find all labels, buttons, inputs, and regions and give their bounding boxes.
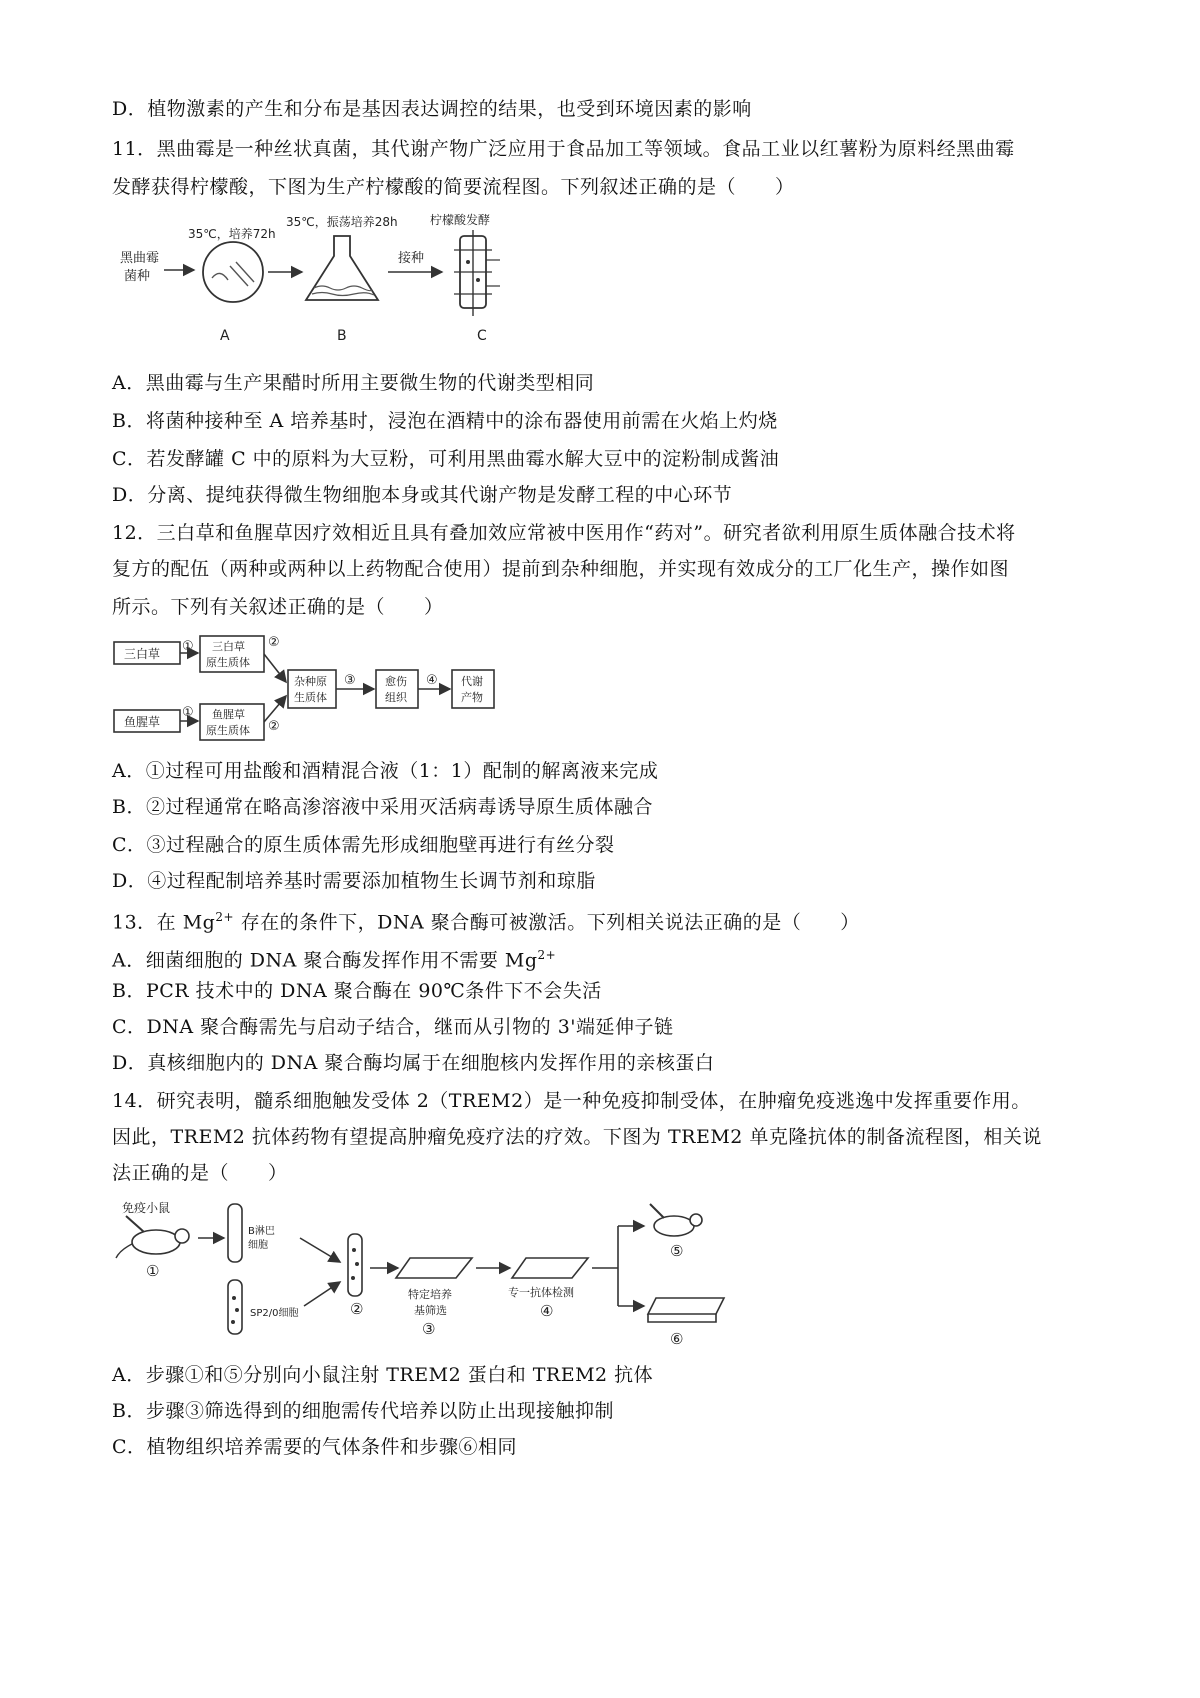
q13-option-a (112, 942, 556, 973)
q12-stem-line1: 12．三白草和鱼腥草因疗效相近且具有叠加效应常被中医用作“药对”。研究者欲利用原生质体融合技术将 (112, 522, 1016, 544)
q14-screen-label-1: 特定培养 (408, 1288, 452, 1301)
q14-stem-line3: 法正确的是（ ） (112, 1162, 288, 1184)
q12-step1-bottom: ① (182, 705, 194, 720)
q11-strain-label-2: 菌种 (124, 269, 151, 284)
q11-label-b: B (337, 328, 347, 344)
q14-stem-line1: 14．研究表明，髓系细胞触发受体 2（TREM2）是一种免疫抑制受体，在肿瘤免疫逃逸中发挥重要作用。 (112, 1090, 1031, 1112)
q13-option-b: B．PCR 技术中的 DNA 聚合酶在 90℃条件下不会失活 (112, 980, 602, 1002)
q10-option-d: D．植物激素的产生和分布是基因表达调控的结果，也受到环境因素的影响 (112, 98, 752, 120)
q14-antibody-figure (112, 1198, 792, 1358)
q14-screen-label-2: 基筛选 (414, 1304, 447, 1317)
q12-proto1-label-1: 三白草 (212, 640, 245, 653)
q12-step4: ④ (426, 673, 438, 688)
q12-hybrid-label-2: 生质体 (294, 691, 327, 704)
q13-stem-pre: 13．在 Mg (112, 911, 216, 934)
q14-step3: ③ (422, 1320, 436, 1338)
q11-label-a: A (220, 328, 230, 344)
q14-step5: ⑤ (670, 1242, 684, 1260)
q14-stem-line2: 因此，TREM2 抗体药物有望提高肿瘤免疫疗法的疗效。下图为 TREM2 单克隆抗体的制备流程图，相关说 (112, 1126, 1042, 1148)
q11-b-condition: 35℃，振荡培养28h (286, 215, 398, 229)
q12-option-a: A．①过程可用盐酸和酒精混合液（1：1）配制的解离液来完成 (112, 760, 659, 782)
q12-callus-label-2: 组织 (385, 691, 407, 704)
q13-stem (112, 904, 860, 935)
q14-mouse-icon-2 (650, 1204, 702, 1236)
q11-option-a: A．黑曲霉与生产果醋时所用主要微生物的代谢类型相同 (112, 372, 595, 394)
q14-bcell-label-1: B淋巴 (248, 1226, 275, 1237)
q14-option-a: A．步骤①和⑤分别向小鼠注射 TREM2 蛋白和 TREM2 抗体 (112, 1364, 654, 1386)
q11-c-condition: 柠檬酸发酵 (430, 213, 491, 227)
q12-step2-bottom: ② (268, 719, 280, 734)
q11-fermenter-c (454, 230, 500, 316)
q14-bcell-label-2: 细胞 (248, 1240, 268, 1251)
q11-inoculate-label: 接种 (398, 251, 425, 266)
q13-stem-sup: 2+ (215, 910, 235, 924)
q14-mouse-icon (116, 1216, 189, 1258)
q11-label-c: C (477, 328, 487, 344)
q14-culture-flask (648, 1298, 724, 1314)
q14-step1: ① (146, 1262, 160, 1280)
q12-step2-top: ② (268, 635, 280, 650)
q14-detect-label: 专一抗体检测 (508, 1286, 574, 1299)
q12-option-c: C．③过程融合的原生质体需先形成细胞壁再进行有丝分裂 (112, 834, 615, 856)
q14-mouse-label: 免疫小鼠 (122, 1201, 171, 1215)
q13-option-a-text: A．细菌细胞的 DNA 聚合酶发挥作用不需要 Mg (112, 949, 538, 972)
q12-proto2-label-1: 鱼腥草 (212, 708, 245, 721)
q14-bcell-tube (228, 1204, 242, 1262)
q12-step3: ③ (344, 673, 356, 688)
q12-option-b: B．②过程通常在略高渗溶液中采用灭活病毒诱导原生质体融合 (112, 796, 653, 818)
q12-step1-top: ① (182, 639, 194, 654)
q11-stem-line1: 11．黑曲霉是一种丝状真菌，其代谢产物广泛应用于食品加工等领域。食品工业以红薯粉为原料经黑曲霉 (112, 138, 1015, 160)
q12-stem-line2: 复方的配伍（两种或两种以上药物配合使用）提前到杂种细胞，并实现有效成分的工厂化生产，操作如图 (112, 558, 1010, 580)
q12-product-label-1: 代谢 (461, 675, 483, 688)
q14-option-c: C．植物组织培养需要的气体条件和步骤⑥相同 (112, 1436, 518, 1458)
q13-stem-post: 存在的条件下，DNA 聚合酶可被激活。下列相关说法正确的是（ ） (234, 911, 860, 934)
q14-step4: ④ (540, 1302, 554, 1320)
q13-option-a-sup: 2+ (537, 948, 557, 962)
q11-option-b: B．将菌种接种至 A 培养基时，浸泡在酒精中的涂布器使用前需在火焰上灼烧 (112, 410, 778, 432)
q12-option-d: D．④过程配制培养基时需要添加植物生长调节剂和琼脂 (112, 870, 596, 892)
q13-option-c: C．DNA 聚合酶需先与启动子结合，继而从引物的 3'端延伸子链 (112, 1016, 674, 1038)
q12-fusion-figure (112, 630, 532, 750)
q12-stem-line3: 所示。下列有关叙述正确的是（ ） (112, 596, 444, 618)
q11-strain-label-1: 黑曲霉 (120, 251, 160, 266)
q14-screen-plate (396, 1258, 472, 1278)
q14-detect-plate (512, 1258, 588, 1278)
q12-hybrid-label-1: 杂种原 (294, 675, 327, 688)
q12-plant2-label: 鱼腥草 (124, 715, 161, 729)
q14-sp20-tube (228, 1280, 242, 1334)
q14-step6: ⑥ (670, 1330, 684, 1348)
q12-proto2-label-2: 原生质体 (206, 724, 250, 737)
q11-option-c: C．若发酵罐 C 中的原料为大豆粉，可利用黑曲霉水解大豆中的淀粉制成酱油 (112, 448, 780, 470)
q14-sp20-label: SP2/0细胞 (250, 1308, 299, 1319)
q11-a-condition: 35℃，培养72h (188, 227, 276, 241)
q12-plant1-label: 三白草 (124, 647, 161, 661)
q13-option-d: D．真核细胞内的 DNA 聚合酶均属于在细胞核内发挥作用的亲核蛋白 (112, 1052, 715, 1074)
q14-option-b: B．步骤③筛选得到的细胞需传代培养以防止出现接触抑制 (112, 1400, 614, 1422)
q12-callus-label-1: 愈伤 (385, 675, 407, 688)
q14-step2: ② (350, 1300, 364, 1318)
q11-petri-dish-a (203, 242, 263, 302)
q12-product-label-2: 产物 (461, 691, 483, 704)
q11-option-d: D．分离、提纯获得微生物细胞本身或其代谢产物是发酵工程的中心环节 (112, 484, 733, 506)
q14-fusion-tube (348, 1234, 362, 1296)
q11-stem-line2: 发酵获得柠檬酸，下图为生产柠檬酸的简要流程图。下列叙述正确的是（ ） (112, 176, 795, 198)
q12-proto1-label-2: 原生质体 (206, 656, 250, 669)
q11-flow-figure (108, 210, 538, 360)
